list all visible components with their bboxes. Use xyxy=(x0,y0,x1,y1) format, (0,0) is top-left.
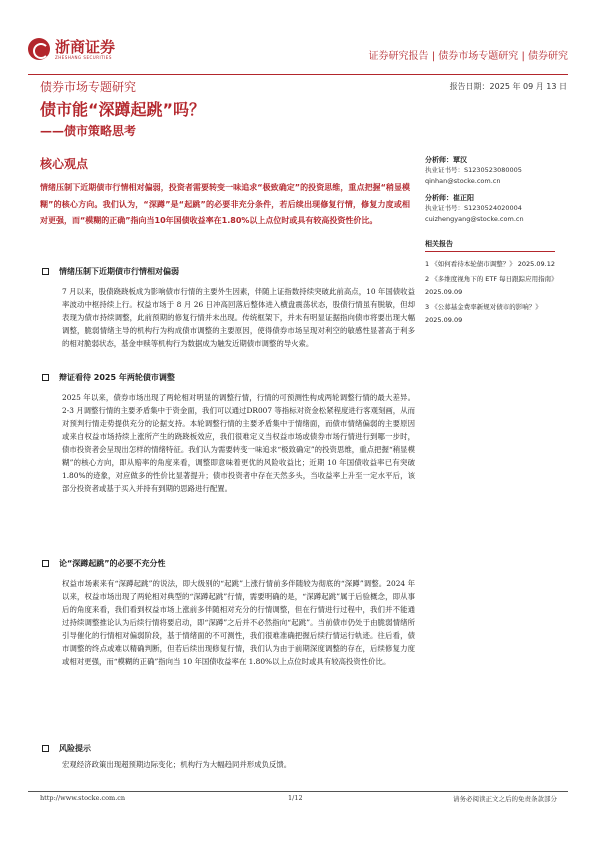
sidebar xyxy=(425,155,565,329)
related-reports-list xyxy=(425,258,565,327)
section-text: 2025 年以来，债券市场出现了两轮相对明显的调整行情，行情的可预测性构成两轮调整行情的最大差异。2-3 月调整行情的主要矛盾集中于资金面，我们可以通过DR007 等指标对资金松紧程度进行客观刻画，从而对预判行情走势提供充分的论据支持。本轮调整行情的主要矛盾集中于情绪面，而债市情绪偏弱的主要原因或来自权益市场持续上涨所产生的跷跷板效应，我们很难定义当权益市场或债券市场行情进行到哪一步时，债市投资者会呈现出怎样的情绪特征。我们认为需要转变一味追求“极致确定”的投资思维，重点把握“稍显模糊”的核心方向，即从赔率的角度来看，调整即意味着更优的风险收益比；近期 10 年国债收益率已有突破 1.80%的迹象，对应做多的性价比显著提升；债市投资者中存在天然多头，当收益率上升至一定水平后，该部分投资者或基于买入并持有到期的思路进行配置。 xyxy=(62,393,415,493)
page-subtitle: ——债市策略思考 xyxy=(40,124,137,138)
section-sentiment xyxy=(40,266,415,350)
logo-name: 浙商证券 xyxy=(55,37,116,56)
square-bullet-icon xyxy=(42,745,49,752)
section-title: 风险提示 xyxy=(59,744,91,753)
series-title: 债券市场专题研究 xyxy=(40,80,137,94)
section-title: 辩证看待 2025 年两轮债市调整 xyxy=(59,373,175,382)
analyst-email[interactable]: cuizhengyang@stocke.com.cn xyxy=(425,215,524,223)
core-view-heading: 核心观点 xyxy=(40,157,89,171)
analyst-name: 分析师：崔正阳 xyxy=(425,194,474,202)
page-number: 1/12 xyxy=(288,794,303,802)
report-category-nav: 证券研究报告 | 债券市场专题研究 | 债券研究 xyxy=(368,51,568,62)
related-report-item[interactable]: 3 《公募基金费率新规对债市的影响？》 2025.09.09 xyxy=(425,303,542,324)
page-title: 债市能“深蹲起跳”吗？ xyxy=(40,100,206,119)
footer-divider xyxy=(28,791,568,792)
section-text: 权益市场素来有“深蹲起跳”的说法，即大级别的“起跳”上涨行情前多伴随较为彻底的“深蹲”调整。2024 年以来，权益市场出现了两轮相对典型的“深蹲起跳”行情，需要明确的是，“深蹲起跳”属于后验概念，即从事后的角度来看，我们看到权益市场上涨前多伴随相对充分的行情调整，但在行情进行过程中，我们并不能通过持续调整推论认为后续行情将要启动，即“深蹲”之后并不必然指向“起跳”。当前债市仍处于由脆弱情绪所引导催化的行情相对偏弱阶段，基于情绪面的不可测性，我们很难准确把握后续行情运行轨迹。往后看，债市调整的终点或难以精确判断，但若后续出现修复行情，我们认为由于前期深度调整的存在，后续修复力度或相对更强，而“模糊的正确”指向当 10 年国债收益率在 1.80%以上点位时或具有较高投资性价比。 xyxy=(62,579,415,666)
section-risk xyxy=(40,743,415,771)
related-report-item[interactable]: 1 《如何看待本轮债市调整？》 2025.09.12 xyxy=(425,260,555,268)
related-report-item[interactable]: 2 《多维度视角下的 ETF 每日跟踪应用指南》 2025.09.09 xyxy=(425,275,558,296)
analyst-cert: 执业证书号：S1230524020004 xyxy=(425,204,522,212)
related-reports-heading: 相关报告 xyxy=(425,239,555,252)
analyst-email[interactable]: qinhan@stocke.com.cn xyxy=(425,177,501,185)
analyst-name: 分析师：覃汉 xyxy=(425,156,467,164)
analyst-card xyxy=(425,155,565,187)
logo-english-name: ZHESHANG SECURITIES xyxy=(55,54,112,60)
square-bullet-icon xyxy=(42,374,49,381)
section-title: 论“深蹲起跳”的必要不充分性 xyxy=(59,559,166,568)
report-date: 报告日期：2025 年 09 月 13 日 xyxy=(449,82,567,91)
header-divider xyxy=(28,74,568,75)
analyst-card xyxy=(425,193,565,225)
section-squat-jump xyxy=(40,558,415,668)
analyst-cert: 执业证书号：S1230523080005 xyxy=(425,166,522,174)
square-bullet-icon xyxy=(42,560,49,567)
section-text: 宏观经济政策出现超预期边际变化；机构行为大幅趋同并形成负反馈。 xyxy=(62,760,292,769)
section-title: 情绪压制下近期债市行情相对偏弱 xyxy=(59,267,179,276)
footer-disclaimer: 请务必阅读正文之后的免责条款部分 xyxy=(453,795,557,803)
page-header xyxy=(28,38,568,68)
logo-icon xyxy=(28,38,50,60)
section-two-rounds xyxy=(40,372,415,495)
footer-url[interactable]: http://www.stocke.com.cn xyxy=(40,794,126,802)
company-logo xyxy=(28,38,115,60)
section-text: 7 月以来，股债跷跷板成为影响债市行情的主要外生因素，伴随上证指数持续突破此前高点，10 年国债收益率波动中枢持续上行。权益市场于 8 月 26 日冲高回落后整体进入横盘震荡状态，股债行情虽有脱敏，但却表现为债市持续调整，此前预期的修复行情并未出现。传统框架下，并未有明显证据指向债市将要出现大幅调整，脆弱情绪主导的机构行为构成债市调整的主要原因，使得债券市场呈现对利空的敏感性显著高于利多的相对脆弱状态，基金申赎等机构行为数据成为触发近期债市调整的导火索。 xyxy=(62,287,415,348)
square-bullet-icon xyxy=(42,268,49,275)
core-view-text: 情绪压制下近期债市行情相对偏弱，投资者需要转变一味追求“极致确定”的投资思维，重点把握“稍显模糊”的核心方向。我们认为，“深蹲”是“起跳”的必要非充分条件，若后续出现修复行情，修复力度或相对更强，而“模糊的正确”指向当10年国债收益率在1.80%以上点位时或具有较高投资性价比。 xyxy=(40,183,410,225)
